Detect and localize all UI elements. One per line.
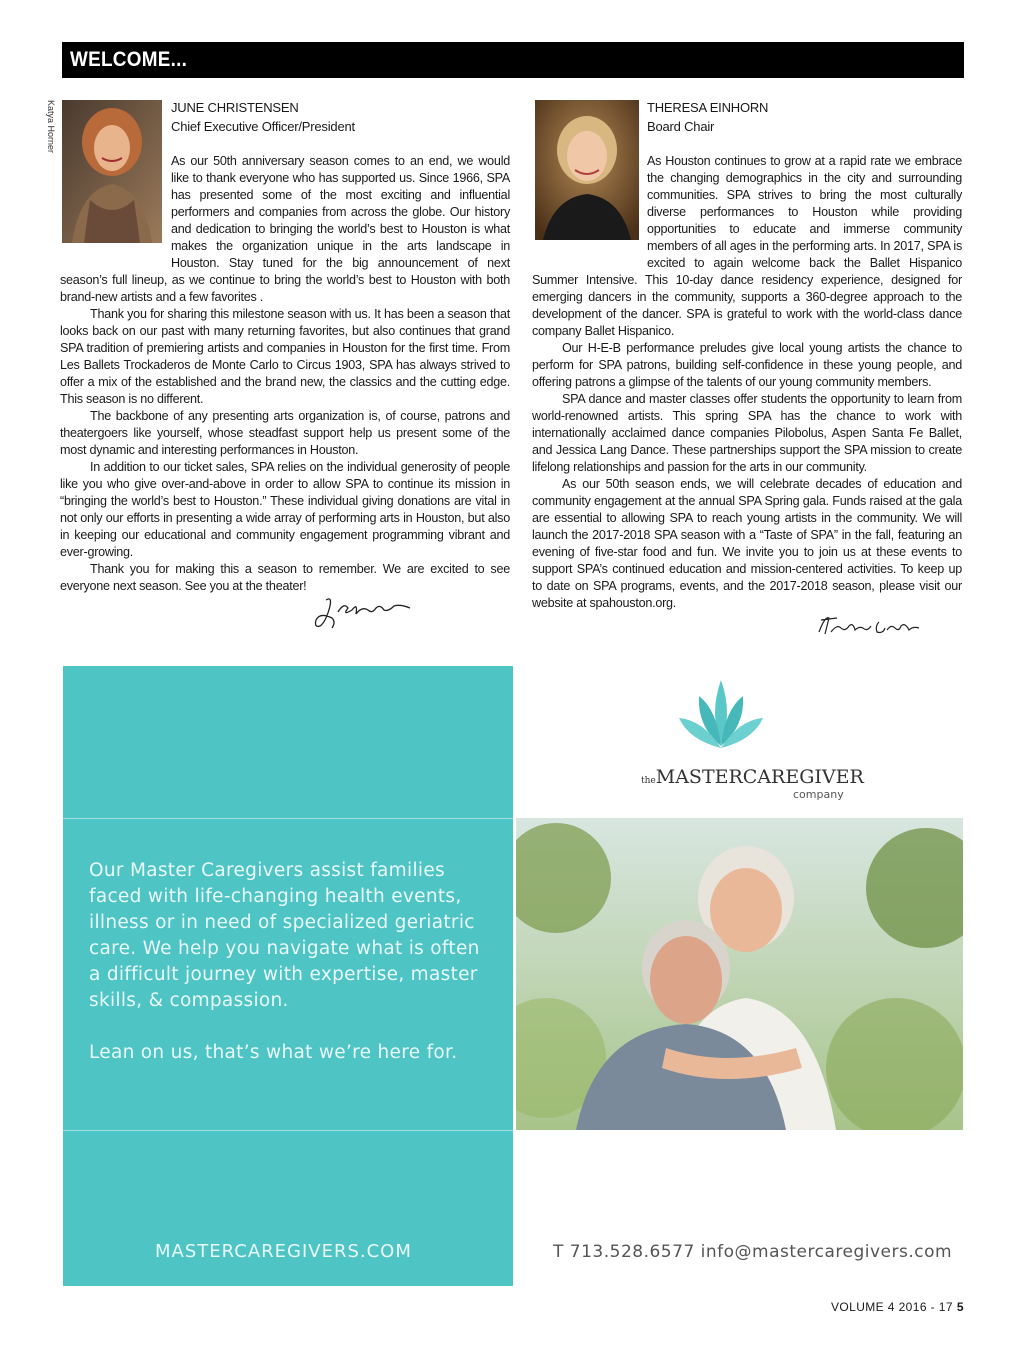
right-paragraph: SPA dance and master classes offer students the opportunity to learn from world-renowned artists. This spring SPA has the chance to work with internationally acclaimed dance companies Pilobolus, Aspen Santa Fe Ballet, and Jessica Lang Dance. These partnerships support the SPA mission to create lifelong relationships and passion for the arts in our community. bbox=[532, 392, 962, 474]
ad-copy-paragraph: Lean on us, that’s what we’re here for. bbox=[89, 1042, 458, 1063]
right-letter bbox=[532, 153, 962, 612]
ad-copy-paragraph: Our Master Caregivers assist families faced with life-changing health events, illness or in need of specialized geriatric care. We help you navigate what is often a difficult journey with expertise, master skills, & compassion. bbox=[89, 860, 480, 1011]
ad-website: MASTERCAREGIVERS.COM bbox=[155, 1241, 412, 1262]
right-paragraph: Our H-E-B performance preludes give local young artists the chance to perform for SPA patrons, building self-confidence in these young people, and offering patrons a glimpse of the talents of our young community members. bbox=[532, 341, 962, 389]
right-paragraph: As our 50th season ends, we will celebrate decades of education and community engagement at the annual SPA Spring gala. Funds raised at the gala are essential to allowing SPA to reach young artists in the community. We will launch the 2017-2018 SPA season with a “Taste of SPA” in the fall, featuring an evening of five-star food and fun. We invite you to join us at these events to support SPA’s continued education and mission-centered activities. To keep up to date on SPA programs, events, and the 2017-2018 season, please visit our website at spahouston.org. bbox=[532, 477, 962, 610]
couple-illustration bbox=[516, 818, 963, 1130]
page-number: 5 bbox=[956, 1300, 964, 1314]
brand-logotype bbox=[641, 766, 864, 801]
right-heading bbox=[647, 98, 768, 136]
right-paragraph: As Houston continues to grow at a rapid rate we embrace the changing demographics in the city and surrounding communities. SPA strives to bring the most culturally diverse performances to Houston while providing opportunities to educate and immerse community members of all ages in the performing arts. In 2017, SPA is excited to again welcome back the Ballet Hispanico Summer Intensive. This 10-day dance residency experience, designed for emerging dancers in the community, supports a 360-degree approach to the development of the dancer. SPA is grateful to work with the world-class dance company Ballet Hispanico. bbox=[532, 154, 962, 338]
left-paragraph: Thank you for making this a season to remember. We are excited to see everyone next season. See you at the theater! bbox=[60, 562, 510, 593]
photo-spacer bbox=[532, 153, 647, 257]
brand-the: the bbox=[641, 776, 656, 786]
left-paragraph: In addition to our ticket sales, SPA relies on the individual generosity of people like you who give over-and-above in order to allow SPA to continue its mission in “bringing the world’s best to Houston.” These individual giving donations are vital in not only our efforts in presenting a wide array of performing arts in Houston, but also in keeping our educational and community engagement programming vibrant and ever-growing. bbox=[60, 460, 510, 559]
left-role: Chief Executive Officer/President bbox=[171, 119, 355, 134]
left-heading bbox=[171, 98, 355, 136]
photo-spacer bbox=[60, 153, 171, 257]
left-name: JUNE CHRISTENSEN bbox=[171, 100, 299, 115]
section-title: WELCOME... bbox=[70, 48, 188, 71]
ad-teal-panel bbox=[63, 666, 513, 1286]
theresa-einhorn-signature bbox=[815, 612, 925, 640]
lotus-logo-icon bbox=[671, 674, 771, 754]
page-footer bbox=[831, 1300, 964, 1314]
left-letter bbox=[60, 153, 510, 595]
section-banner bbox=[62, 42, 964, 78]
ad-copy bbox=[89, 858, 489, 1092]
left-paragraph: As our 50th anniversary season comes to an end, we would like to thank everyone who has supported us. Since 1966, SPA has presented some of the most exciting and influential performers and companies from across the globe. Our history and dedication to bringing the world’s best to Houston is what makes the organization unique in the arts landscape in Houston. Stay tuned for the big announcement of next season’s full lineup, as we continue to bring the world’s best to Houston with both brand-new artists and a few favorites . bbox=[60, 154, 510, 304]
divider bbox=[63, 818, 513, 819]
volume-label: VOLUME 4 2016 - 17 bbox=[830, 1300, 953, 1314]
left-paragraph: Thank you for sharing this milestone season with us. It has been a season that looks back on our past with many returning favorites, but also continues that grand SPA tradition of premiering artists and companies in Houston for the first time. From Les Ballets Trockaderos de Monte Carlo to Circus 1903, SPA has always strived to offer a mix of the established and the brand new, the classics and the cutting edge. This season is no different. bbox=[60, 307, 510, 406]
right-name: THERESA EINHORN bbox=[647, 100, 769, 115]
couple-photo bbox=[516, 818, 963, 1130]
left-paragraph: The backbone of any presenting arts organization is, of course, patrons and theatergoers like yourself, whose steadfast support help us present some of the most dynamic and interesting performances in Houston. bbox=[60, 409, 510, 457]
mastercaregiver-advertisement bbox=[63, 666, 963, 1286]
divider bbox=[63, 1130, 513, 1131]
brand-company: company bbox=[793, 788, 844, 801]
june-christensen-signature bbox=[312, 592, 422, 634]
brand-name: MASTERCAREGIVER bbox=[655, 766, 864, 788]
ad-contact-info: T 713.528.6577 info@mastercaregivers.com bbox=[553, 1242, 953, 1262]
photo-credit: Katya Horner bbox=[46, 100, 56, 154]
right-role: Board Chair bbox=[647, 119, 715, 134]
